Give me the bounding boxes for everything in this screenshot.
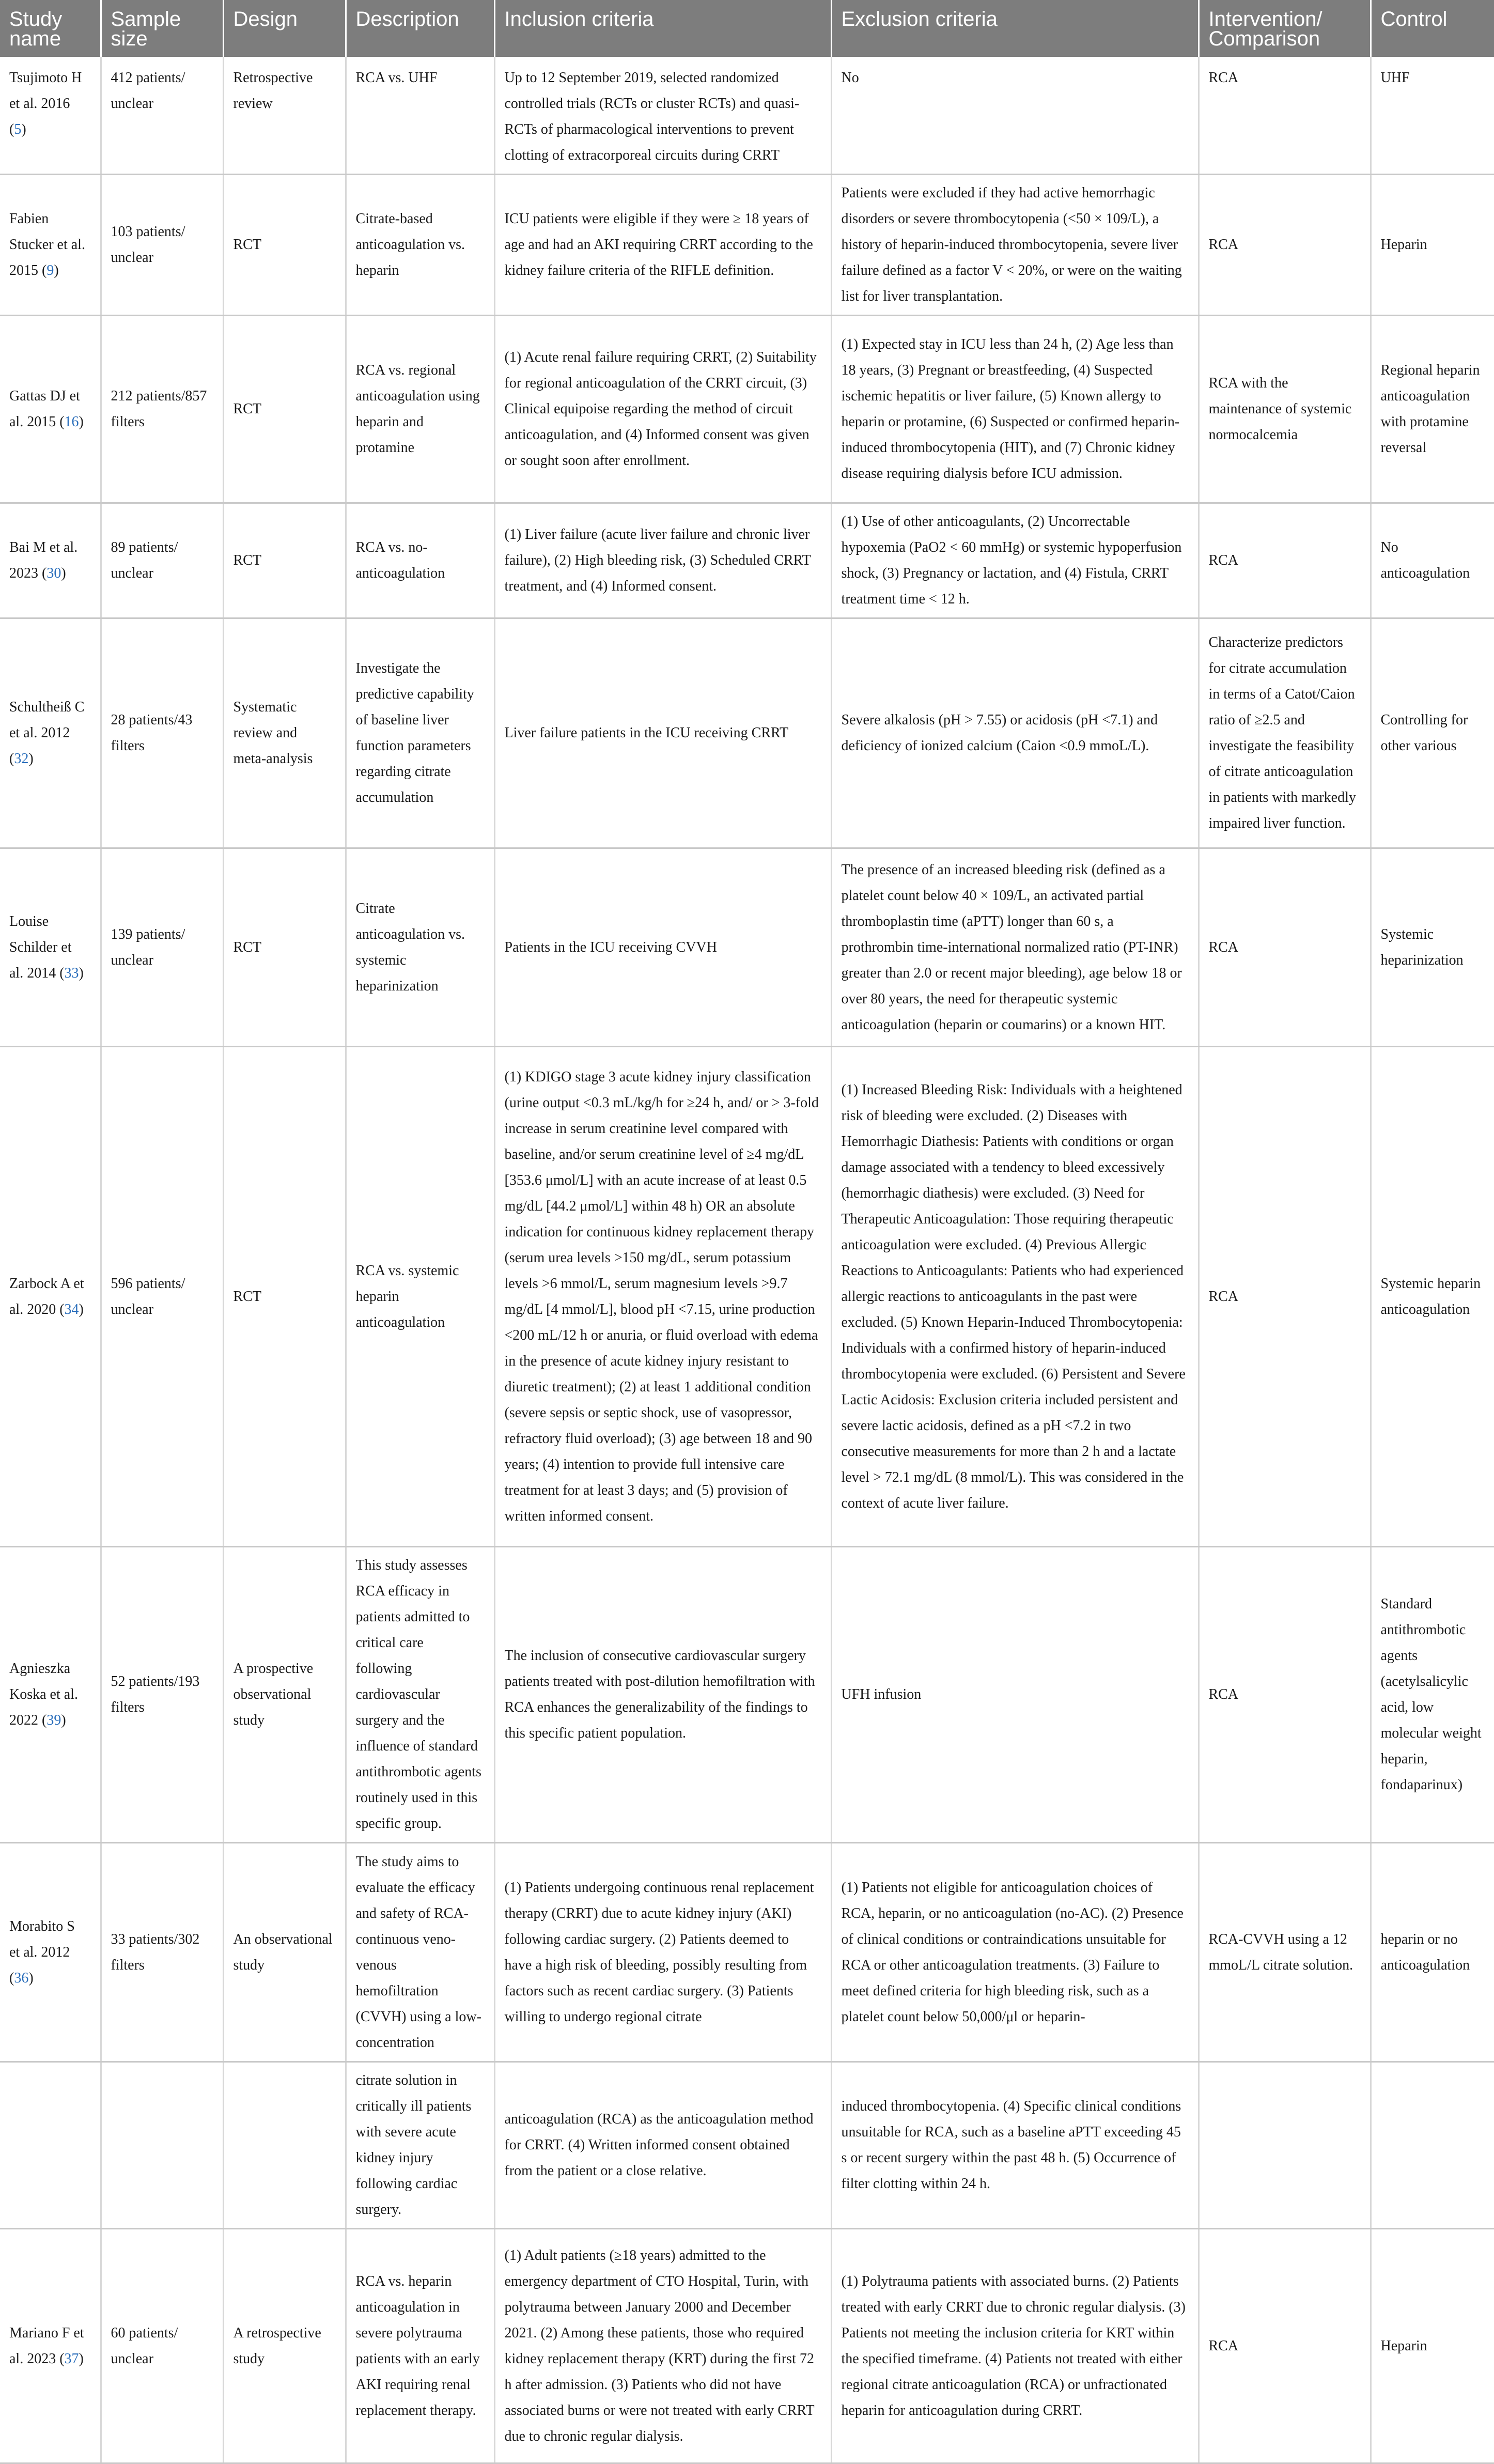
header-sample-size: Sample size (101, 0, 223, 57)
cell-exclusion-criteria: Severe alkalosis (pH > 7.55) or acidosis (pH <7.1) and deficiency of ionized calcium (Caion <0.9 mmoL/L). (831, 618, 1199, 848)
cell-exclusion-criteria: (1) Expected stay in ICU less than 24 h, (2) Age less than 18 years, (3) Pregnant or breastfeeding, (4) Suspected ischemic hepatitis or liver failure, (5) Known allergy to heparin or protamine, (6) Suspected or confirmed heparin-induced thrombocytopenia (HIT), and (7) Chronic kidney disease requiring dialysis before ICU admission. (831, 316, 1199, 503)
cell-study-name: Fabien Stucker et al. 2015 (9) (0, 175, 101, 316)
header-description: Description (346, 0, 494, 57)
cell-control (1371, 2062, 1494, 2229)
cell-description: RCA vs. UHF (346, 57, 494, 175)
cell-study-name: Gattas DJ et al. 2015 (16) (0, 316, 101, 503)
study-name-text: Zarbock A et al. 2020 (9, 1275, 84, 1318)
table-row (0, 175, 1494, 316)
cell-inclusion-criteria: Patients in the ICU receiving CVVH (494, 848, 831, 1047)
cell-sample-size: 52 patients/193 filters (101, 1547, 223, 1843)
cell-sample-size: 60 patients/ unclear (101, 2229, 223, 2463)
cell-study-name: Bai M et al. 2023 (30) (0, 503, 101, 618)
cell-study-name: Louise Schilder et al. 2014 (33) (0, 848, 101, 1047)
cell-sample-size: 89 patients/ unclear (101, 503, 223, 618)
cell-design: RCT (223, 503, 346, 618)
cell-intervention (1199, 2062, 1371, 2229)
cell-control: Controlling for other various (1371, 618, 1494, 848)
table-row (0, 2062, 1494, 2229)
cell-design: Retrospective review (223, 57, 346, 175)
cell-intervention: RCA (1199, 848, 1371, 1047)
reference-link[interactable]: 34 (64, 1301, 79, 1318)
cell-inclusion-criteria: anticoagulation (RCA) as the anticoagulation method for CRRT. (4) Written informed consent obtained from the patient or a close relative. (494, 2062, 831, 2229)
cell-intervention: RCA (1199, 2229, 1371, 2463)
header-control: Control (1371, 0, 1494, 57)
cell-inclusion-criteria: (1) KDIGO stage 3 acute kidney injury classification (urine output <0.3 mL/kg/h for ≥24 h, and/ or > 3-fold increase in serum creatinine level compared with baseline, and/or serum creatinine level of ≥4 mg/dL [353.6 μmol/L] with an acute increase of at least 0.5 mg/dL [44.2 μmol/L] within 48 h) OR an absolute indication for continuous kidney replacement therapy (serum urea levels >150 mg/dL, serum potassium levels >6 mmol/L, serum magnesium levels >9.7 mg/dL [4 mmol/L], blood pH <7.15, urine production <200 mL/12 h or anuria, or fluid overload with edema in the presence of acute kidney injury resistant to diuretic treatment); (2) at least 1 additional condition (severe sepsis or septic shock, use of vasopressor, refractory fluid overload); (3) age between 18 and 90 years; (4) intention to provide full intensive care treatment for at least 3 days; and (5) provision of written informed consent. (494, 1047, 831, 1547)
cell-control: heparin or no anticoagulation (1371, 1843, 1494, 2062)
cell-study-name (0, 2062, 101, 2229)
cell-description: Citrate anticoagulation vs. systemic heparinization (346, 848, 494, 1047)
cell-description: RCA vs. no-anticoagulation (346, 503, 494, 618)
cell-intervention: RCA with the maintenance of systemic normocalcemia (1199, 316, 1371, 503)
table-row (0, 1047, 1494, 1547)
study-name-text: Bai M et al. 2023 (9, 539, 78, 581)
cell-description: RCA vs. regional anticoagulation using heparin and protamine (346, 316, 494, 503)
cell-intervention: Characterize predictors for citrate accumulation in terms of a Catot/Caion ratio of ≥2.5 and investigate the feasibility of citrate anticoagulation in patients with markedly impaired liver function. (1199, 618, 1371, 848)
cell-sample-size: 212 patients/857 filters (101, 316, 223, 503)
cell-design: RCT (223, 316, 346, 503)
reference-link[interactable]: 32 (14, 751, 29, 767)
header-design: Design (223, 0, 346, 57)
cell-study-name: Morabito S et al. 2012 (36) (0, 1843, 101, 2062)
cell-intervention: RCA (1199, 1547, 1371, 1843)
cell-intervention: RCA (1199, 1047, 1371, 1547)
cell-inclusion-criteria: (1) Adult patients (≥18 years) admitted to the emergency department of CTO Hospital, Turin, with polytrauma between January 2000 and December 2021. (2) Among these patients, those who required kidney replacement therapy (KRT) during the first 72 h after admission. (3) Patients who did not have associated burns or were not treated with early CRRT due to chronic regular dialysis. (494, 2229, 831, 2463)
cell-description: Investigate the predictive capability of baseline liver function parameters regarding citrate accumulation (346, 618, 494, 848)
cell-intervention: RCA-CVVH using a 12 mmoL/L citrate solution. (1199, 1843, 1371, 2062)
cell-exclusion-criteria: (1) Use of other anticoagulants, (2) Uncorrectable hypoxemia (PaO2 < 60 mmHg) or systemic hypoperfusion shock, (3) Pregnancy or lactation, and (4) Fistula, CRRT treatment time < 12 h. (831, 503, 1199, 618)
cell-control: UHF (1371, 57, 1494, 175)
cell-sample-size: 103 patients/ unclear (101, 175, 223, 316)
cell-study-name: Mariano F et al. 2023 (37) (0, 2229, 101, 2463)
cell-description: citrate solution in critically ill patients with severe acute kidney injury following cardiac surgery. (346, 2062, 494, 2229)
cell-description: RCA vs. heparin anticoagulation in severe polytrauma patients with an early AKI requiring renal replacement therapy. (346, 2229, 494, 2463)
cell-description: The study aims to evaluate the efficacy and safety of RCA-continuous veno-venous hemofiltration (CVVH) using a low-concentration (346, 1843, 494, 2062)
cell-exclusion-criteria: induced thrombocytopenia. (4) Specific clinical conditions unsuitable for RCA, such as a baseline aPTT exceeding 45 s or recent surgery within the past 48 h. (5) Occurrence of filter clotting within 24 h. (831, 2062, 1199, 2229)
cell-design: A prospective observational study (223, 1547, 346, 1843)
cell-description: RCA vs. systemic heparin anticoagulation (346, 1047, 494, 1547)
cell-control: Regional heparin anticoagulation with protamine reversal (1371, 316, 1494, 503)
reference-link[interactable]: 33 (64, 965, 79, 981)
study-name-text: Schultheiß C et al. 2012 (9, 699, 85, 741)
cell-study-name: Schultheiß C et al. 2012 (32) (0, 618, 101, 848)
header-inclusion-criteria: Inclusion criteria (494, 0, 831, 57)
cell-exclusion-criteria: (1) Increased Bleeding Risk: Individuals with a heightened risk of bleeding were excluded. (2) Diseases with Hemorrhagic Diathesis: Patients with conditions or organ damage associated with a tendency to bleed excessively (hemorrhagic diathesis) were excluded. (3) Need for Therapeutic Anticoagulation: Those requiring therapeutic anticoagulation were excluded. (4) Previous Allergic Reactions to Anticoagulants: Patients who had experienced allergic reactions to anticoagulants in the past were excluded. (5) Known Heparin-Induced Thrombocytopenia: Individuals with a confirmed history of heparin-induced thrombocytopenia were excluded. (6) Persistent and Severe Lactic Acidosis: Exclusion criteria included persistent and severe lactic acidosis, defined as a pH <7.2 in two consecutive measurements for more than 2 h and a lactate level > 72.1 mg/dL (8 mmol/L). This was considered in the context of acute liver failure. (831, 1047, 1199, 1547)
cell-design: RCT (223, 848, 346, 1047)
cell-inclusion-criteria: The inclusion of consecutive cardiovascular surgery patients treated with post-dilution hemofiltration with RCA enhances the generalizability of the findings to this specific patient population. (494, 1547, 831, 1843)
cell-inclusion-criteria: Liver failure patients in the ICU receiving CRRT (494, 618, 831, 848)
table-row (0, 57, 1494, 175)
cell-control: Heparin (1371, 2229, 1494, 2463)
cell-design: RCT (223, 175, 346, 316)
study-name-text: Louise Schilder et al. 2014 (9, 913, 72, 981)
cell-sample-size (101, 2062, 223, 2229)
cell-control: Standard antithrombotic agents (acetylsalicylic acid, low molecular weight heparin, fondaparinux) (1371, 1547, 1494, 1843)
cell-study-name: Agnieszka Koska et al. 2022 (39) (0, 1547, 101, 1843)
cell-exclusion-criteria: (1) Polytrauma patients with associated burns. (2) Patients treated with early CRRT due to chronic regular dialysis. (3) Patients not meeting the inclusion criteria for KRT within the specified timeframe. (4) Patients not treated with either regional citrate anticoagulation (RCA) or unfractionated heparin for anticoagulation during CRRT. (831, 2229, 1199, 2463)
reference-link[interactable]: 16 (64, 414, 79, 430)
table-row (0, 2229, 1494, 2463)
cell-design: RCT (223, 1047, 346, 1547)
reference-link[interactable]: 37 (64, 2350, 79, 2367)
reference-link[interactable]: 36 (14, 1970, 29, 1986)
cell-description: Citrate-based anticoagulation vs. heparin (346, 175, 494, 316)
cell-inclusion-criteria: (1) Liver failure (acute liver failure and chronic liver failure), (2) High bleeding risk, (3) Scheduled CRRT treatment, and (4) Informed consent. (494, 503, 831, 618)
cell-control: Heparin (1371, 175, 1494, 316)
cell-sample-size: 412 patients/ unclear (101, 57, 223, 175)
cell-design: Systematic review and meta-analysis (223, 618, 346, 848)
cell-exclusion-criteria: No (831, 57, 1199, 175)
cell-exclusion-criteria: UFH infusion (831, 1547, 1199, 1843)
cell-description: This study assesses RCA efficacy in patients admitted to critical care following cardiovascular surgery and the influence of standard antithrombotic agents routinely used in this specific group. (346, 1547, 494, 1843)
reference-link[interactable]: 5 (14, 121, 22, 137)
reference-link[interactable]: 30 (46, 565, 61, 581)
cell-design: A retrospective study (223, 2229, 346, 2463)
study-name-text: Fabien Stucker et al. 2015 (9, 211, 85, 278)
table-row (0, 503, 1494, 618)
header-study-name: Study name (0, 0, 101, 57)
cell-study-name: Zarbock A et al. 2020 (34) (0, 1047, 101, 1547)
cell-study-name: Tsujimoto H et al. 2016 (5) (0, 57, 101, 175)
study-name-text: Gattas DJ et al. 2015 (9, 388, 80, 430)
table-row (0, 848, 1494, 1047)
cell-intervention: RCA (1199, 175, 1371, 316)
study-name-text: Agnieszka Koska et al. 2022 (9, 1661, 78, 1728)
cell-exclusion-criteria: Patients were excluded if they had active hemorrhagic disorders or severe thrombocytopenia (<50 × 109/L), a history of heparin-induced thrombocytopenia, severe liver failure defined as a factor V < 20%, or were on the waiting list for liver transplantation. (831, 175, 1199, 316)
cell-exclusion-criteria: (1) Patients not eligible for anticoagulation choices of RCA, heparin, or no anticoagulation (no-AC). (2) Presence of clinical conditions or contraindications unsuitable for RCA or other anticoagulation treatments. (3) Failure to meet defined criteria for high bleeding risk, such as a platelet count below 50,000/μl or heparin- (831, 1843, 1199, 2062)
cell-intervention: RCA (1199, 503, 1371, 618)
study-name-text: Mariano F et al. 2023 (9, 2324, 84, 2367)
cell-control: No anticoagulation (1371, 503, 1494, 618)
table-row (0, 618, 1494, 848)
cell-sample-size: 596 patients/ unclear (101, 1047, 223, 1547)
study-name-text: Morabito S et al. 2012 (9, 1918, 75, 1960)
cell-intervention: RCA (1199, 57, 1371, 175)
header-row (0, 0, 1494, 57)
table-row (0, 1547, 1494, 1843)
study-name-text: Tsujimoto H et al. 2016 (9, 70, 82, 112)
cell-control: Systemic heparinization (1371, 848, 1494, 1047)
reference-link[interactable]: 9 (46, 262, 54, 278)
header-exclusion-criteria: Exclusion criteria (831, 0, 1199, 57)
cell-design: An observational study (223, 1843, 346, 2062)
table-row (0, 1843, 1494, 2062)
cell-inclusion-criteria: (1) Acute renal failure requiring CRRT, (2) Suitability for regional anticoagulation of the CRRT circuit, (3) Clinical equipoise regarding the method of circuit anticoagulation, and (4) Informed consent was given or sought soon after enrollment. (494, 316, 831, 503)
cell-inclusion-criteria: ICU patients were eligible if they were ≥ 18 years of age and had an AKI requiring CRRT according to the kidney failure criteria of the RIFLE definition. (494, 175, 831, 316)
cell-sample-size: 33 patients/302 filters (101, 1843, 223, 2062)
table-row (0, 316, 1494, 503)
cell-sample-size: 139 patients/ unclear (101, 848, 223, 1047)
cell-exclusion-criteria: The presence of an increased bleeding risk (defined as a platelet count below 40 × 109/L, an activated partial thromboplastin time (aPTT) longer than 60 s, a prothrombin time-international normalized ratio (PT-INR) greater than 2.0 or recent major bleeding), age below 18 or over 80 years, the need for therapeutic systemic anticoagulation (heparin or coumarins) or a known HIT. (831, 848, 1199, 1047)
cell-control: Systemic heparin anticoagulation (1371, 1047, 1494, 1547)
reference-link[interactable]: 39 (46, 1712, 61, 1728)
cell-inclusion-criteria: Up to 12 September 2019, selected randomized controlled trials (RCTs or cluster RCTs) and quasi-RCTs of pharmacological interventions to prevent clotting of extracorporeal circuits during CRRT (494, 57, 831, 175)
cell-inclusion-criteria: (1) Patients undergoing continuous renal replacement therapy (CRRT) due to acute kidney injury (AKI) following cardiac surgery. (2) Patients deemed to have a high risk of bleeding, possibly resulting from factors such as recent cardiac surgery. (3) Patients willing to undergo regional citrate (494, 1843, 831, 2062)
cell-sample-size: 28 patients/43 filters (101, 618, 223, 848)
cell-design (223, 2062, 346, 2229)
header-intervention-comparison: Intervention/ Comparison (1199, 0, 1371, 57)
table-body (0, 57, 1494, 2463)
